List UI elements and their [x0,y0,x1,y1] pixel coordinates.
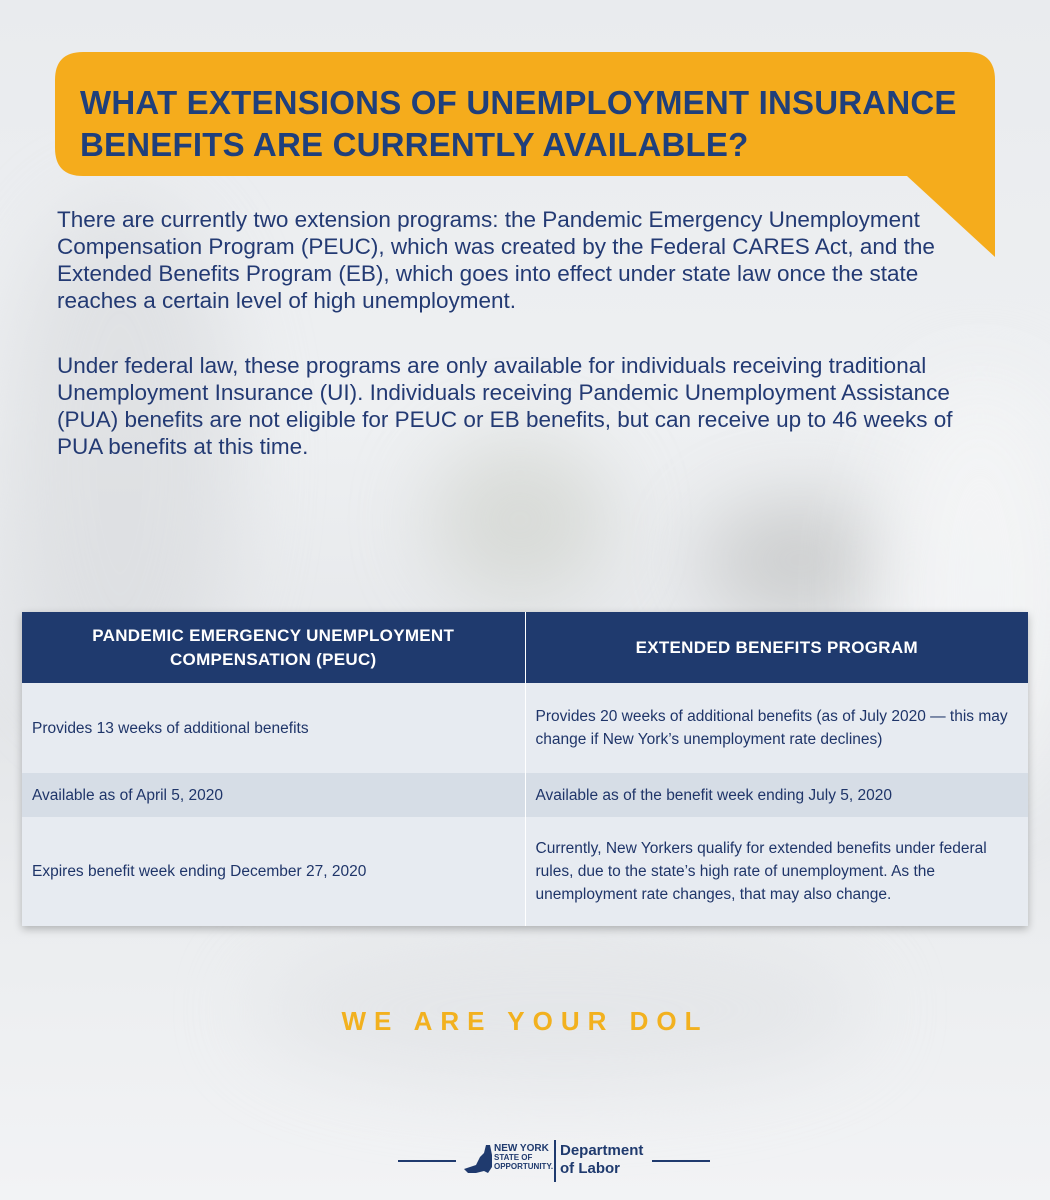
table-cell: Available as of the benefit week ending July 5, 2020 [525,773,1029,817]
table-cell: Provides 20 weeks of additional benefits (as of July 2020 — this may change if New York’s unemployment rate declines) [525,683,1029,773]
table-cell: Currently, New Yorkers qualify for extended benefits under federal rules, due to the state’s high rate of unemployment. As the unemployment rate changes, that may also change. [525,817,1029,926]
logo-divider [554,1140,556,1182]
new-york-state-icon [462,1143,494,1177]
nys-dol-logo [398,1138,718,1184]
table-cell: Available as of April 5, 2020 [32,786,224,804]
table-row [22,817,1028,926]
table-header [22,612,1028,683]
logo-line2: STATE OF [494,1153,533,1162]
comparison-table [22,612,1028,926]
header-peuc: PANDEMIC EMERGENCY UNEMPLOYMENT COMPENSATION (PEUC) [92,625,455,669]
logo-rule-left [398,1160,456,1162]
logo-rule-right [652,1160,710,1162]
tagline: WE ARE YOUR DOL [341,1006,709,1036]
table-cell: Expires benefit week ending December 27, 2020 [32,863,367,880]
intro-paragraph: There are currently two extension programs: the Pandemic Emergency Unemployment Compensation Program (PEUC), which was created by the Federal CARES Act, and the Extended Benefits Program (EB), which goes into effect under state law once the state reaches a certain level of high unemployment. [57,207,935,313]
table-row [22,683,1028,773]
logo-line3: OPPORTUNITY. [494,1162,554,1171]
page-title: WHAT EXTENSIONS OF UNEMPLOYMENT INSURANCE BENEFITS ARE CURRENTLY AVAILABLE? [80,84,957,163]
eligibility-paragraph: Under federal law, these programs are only available for individuals receiving traditional Unemployment Insurance (UI). Individuals receiving Pandemic Unemployment Assistance (PUA) benefits are not eligible for PEUC or EB benefits, but can receive up to 46 weeks of PUA benefits at this time. [57,353,953,459]
table-row [22,773,1028,817]
table-cell: Provides 13 weeks of additional benefits [32,719,309,737]
ny-state-wordmark [494,1144,554,1171]
dept-line1: Department [560,1142,644,1159]
header-extended-benefits: EXTENDED BENEFITS PROGRAM [525,612,1029,683]
logo-line1: NEW YORK [494,1143,549,1154]
department-wordmark [560,1142,643,1178]
dept-line2: of Labor [560,1160,620,1177]
